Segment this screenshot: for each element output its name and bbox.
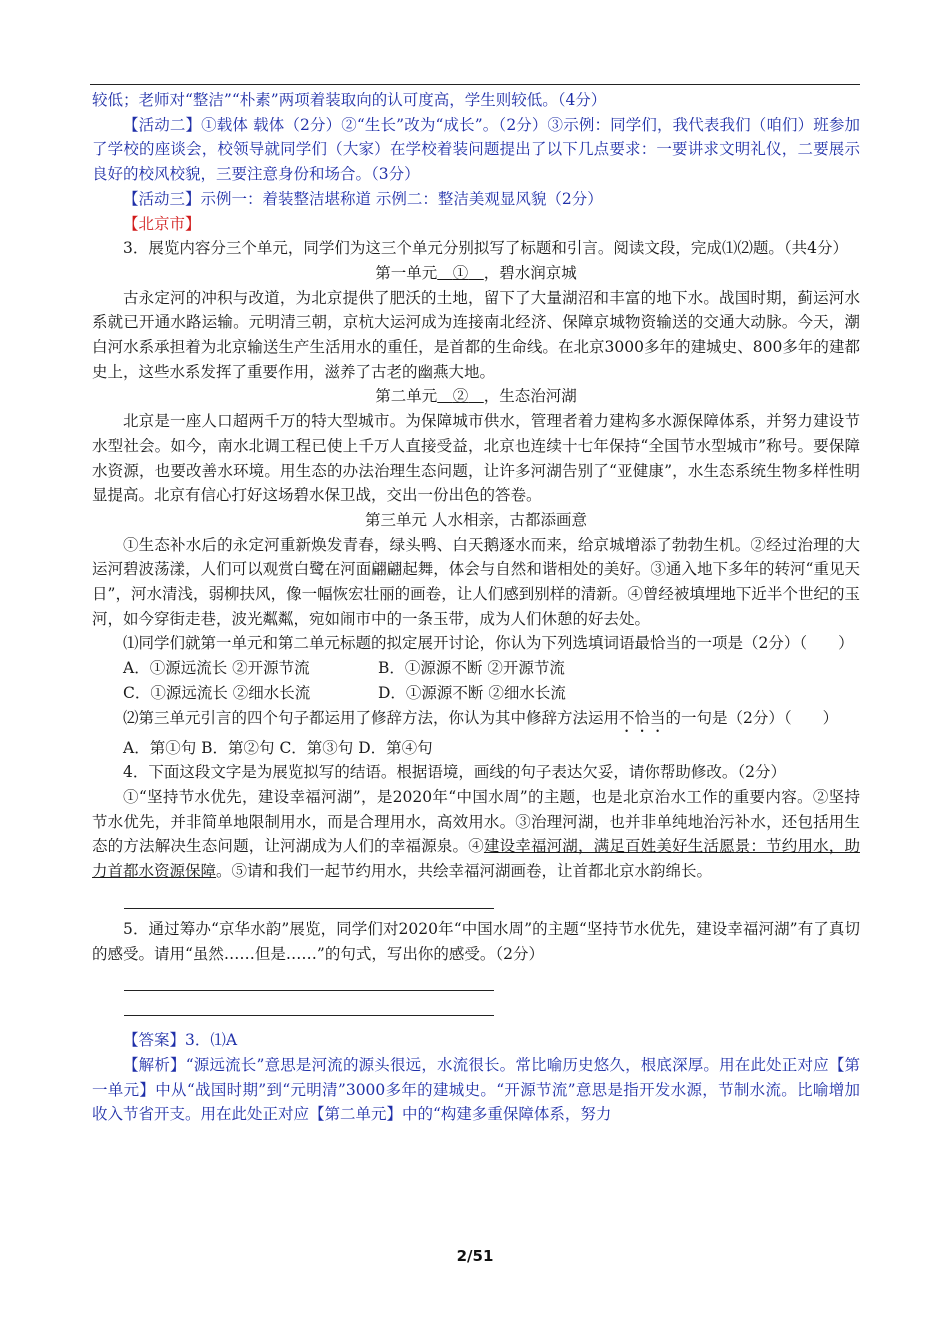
answer-activity3: 【活动三】示例一：着装整洁堪称道 示例二：整洁美观显风貌（2分）	[123, 189, 603, 208]
unit1-text: 古永定河的冲积与改道，为北京提供了肥沃的土地，留下了大量湖沼和丰富的地下水。战国时期，蓟运河水系就已开通水路运输。元明清三朝，京杭大运河成为连接南北经济、保障京城物资输送的交通大动脉。今天，潮白河水系承担着为北京输送生产生活用水的重任，是首都的生命线。在北京3000多年的建城史、800多年的建都史上，这些水系发挥了重要作用，滋养了古老的幽燕大地。	[92, 288, 860, 381]
q5-intro: 5．通过筹办“京华水韵”展览，同学们对2020年“中国水周”的主题“坚持节水优先，建设幸福河湖”有了真切的感受。请用“虽然……但是……”的句式，写出你的感受。（2分）	[92, 919, 860, 963]
header-rule	[90, 84, 860, 85]
unit1-title	[92, 261, 860, 286]
q4-text: ①“坚持节水优先，建设幸福河湖”，是2020年“中国水周”的主题，也是北京治水工作的重要内容。②坚持节水优先，并非简单地限制用水，而是合理用水，高效用水。③治理河湖，也并非单纯地治污补水，还包括用生态的方法解决生态问题，让河湖成为人们的幸福源泉。④建设幸福河湖，满足百姓美好生活愿景：节约用水，助力首都水资源保障。⑤请和我们一起节约用水，共绘幸福河湖画卷，让首都北京水韵绵长。	[92, 787, 860, 881]
underlined-sentence: 建设幸福河湖，满足百姓美好生活愿景：节约用水，助力首都水资源保障	[92, 837, 860, 881]
unit3-text: ①生态补水后的永定河重新焕发青春，绿头鸭、白天鹅逐水而来，给京城增添了勃勃生机。②经过治理的大运河碧波荡漾，人们可以观赏白鹭在河面翩翩起舞，体会与自然和谐相处的美好。③通入地下多年的转河“重见天日”，河水清浅，弱柳扶风，像一幅恢宏壮丽的画卷，让人们感到别样的清新。④曾经被填埋地下近半个世纪的玉河，如今穿街走巷，波光粼粼，宛如闹市中的一条玉带，成为人们休憩的好去处。	[92, 535, 860, 628]
unit2-title-suffix: ，生态治河湖	[483, 387, 577, 406]
answer-activity2: 【活动二】①载体 载体（2分）②“生长”改为“成长”。（2分）③示例：同学们，我代表我们（咱们）班参加了学校的座谈会，校领导就同学们（大家）在学校着装问题提出了以下几点要求：一要讲求文明礼仪，二要展示良好的校风校貌，三要注意身份和场合。（3分）	[92, 115, 860, 184]
q3-sub1-options-row1	[92, 656, 860, 681]
page-content	[92, 88, 860, 1127]
q3-intro: 3．展览内容分三个单元，同学们为这三个单元分别拟写了标题和引言。阅读文段，完成⑴⑵题。（共4分）	[123, 239, 848, 258]
q3-sub1: ⑴同学们就第一单元和第二单元标题的拟定展开讨论，你认为下列选填词语最恰当的一项是（2分）（ ）	[123, 634, 854, 653]
option-c: C．①源远流长 ②细水长流	[123, 683, 311, 702]
q3-sub1-options-row2	[92, 681, 860, 706]
answer-label: 【答案】3．⑴A	[123, 1031, 238, 1050]
option-d: D．①源源不断 ②细水长流	[378, 683, 566, 702]
page-number: 2/51	[456, 1247, 494, 1265]
answer-analysis: 【解析】“源远流长”意思是河流的源头很远，水流很长。常比喻历史悠久，根底深厚。用在此处正对应【第一单元】中从“战国时期”到“元明清”3000多年的建城史。“开源节流”意思是指开发水源，节制水流。比喻增加收入节省开支。用在此处正对应【第二单元】中的“构建多重保障体系，努力	[92, 1055, 860, 1124]
q3-sub2-options: A．第①句 B．第②句 C．第③句 D．第④句	[123, 738, 433, 757]
unit3-title: 第三单元 人水相亲，古都添画意	[365, 510, 587, 529]
unit2-title-prefix: 第二单元	[375, 387, 438, 406]
unit1-title-prefix: 第一单元	[375, 263, 438, 282]
q3-sub2: ⑵第三单元引言的四个句子都运用了修辞方法，你认为其中修辞方法运用不恰当的一句是（2分）（ ）	[123, 708, 839, 727]
region-label: 【北京市】	[123, 214, 201, 233]
unit2-blank: ②	[452, 387, 469, 406]
unit2-title	[92, 384, 860, 409]
option-b: B．①源源不断 ②开源节流	[378, 659, 565, 678]
unit1-blank: ①	[452, 263, 469, 282]
unit1-title-suffix: ，碧水润京城	[483, 263, 577, 282]
unit2-text: 北京是一座人口超两千万的特大型城市。为保障城市供水，管理者着力建构多水源保障体系，并努力建设节水型社会。如今，南水北调工程已使上千万人直接受益，北京也连续十七年保持“全国节水型城市”称号。要保障水资源，也要改善水环境。用生态的办法治理生态问题，让许多河湖告别了“亚健康”，水生态系统生物多样性明显提高。北京有信心打好这场碧水保卫战，交出一份出色的答卷。	[92, 412, 860, 505]
q4-intro: 4．下面这段文字是为展览拟写的结语。根据语境，画线的句子表达欠妥，请你帮助修改。（2分）	[123, 763, 786, 782]
emphasis-dotted: 不恰当	[619, 708, 666, 727]
option-a: A．①源远流长 ②开源节流	[123, 659, 310, 678]
answer-activity1-tail: 较低；老师对“整洁”“朴素”两项着装取向的认可度高，学生则较低。（4分）	[92, 91, 607, 109]
